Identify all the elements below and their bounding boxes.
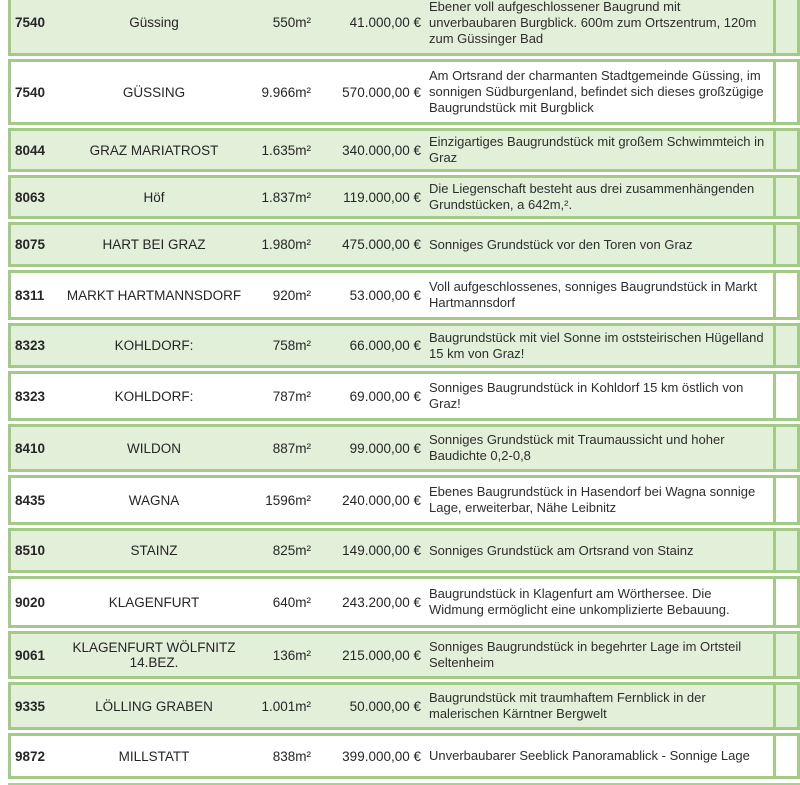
- price-cell: 53.000,00 €: [349, 287, 421, 303]
- postal-code-cell: 7540: [15, 15, 46, 30]
- description-cell: Sonniges Grundstück vor den Toren von Graz: [429, 236, 693, 252]
- postal-code-cell: 8510: [15, 543, 46, 558]
- postal-code-cell: 8311: [15, 287, 45, 303]
- row-end-stub: [773, 427, 797, 469]
- description-cell: Am Ortsrand der charmanten Stadtgemeinde Güssing, im sonnigen Südburgenland, befindet sich dieses großzügige Baugrundstück mit Burgblick: [429, 68, 764, 115]
- postal-code-cell: 8044: [15, 142, 46, 158]
- postal-code-cell: 8323: [15, 388, 46, 404]
- price-cell: 475.000,00 €: [342, 237, 421, 252]
- description-cell: Sonniges Baugrundstück in begehrter Lage im Ortsteil Seltenheim: [429, 639, 742, 670]
- row-end-stub: [773, 131, 797, 169]
- price-cell: 570.000,00 €: [342, 84, 421, 100]
- row-end-stub: [773, 178, 797, 216]
- description-cell: Baugrundstück in Klagenfurt am Wörthersee. Die Widmung ermöglicht eine unkomplizierte Bebauung.: [429, 586, 730, 617]
- area-cell: 920m²: [272, 287, 311, 303]
- table-row[interactable]: [8, 576, 800, 628]
- row-end-stub: [773, 62, 797, 122]
- description-cell: Sonniges Baugrundstück in Kohldorf 15 km östlich von Graz!: [429, 380, 744, 411]
- price-cell: 215.000,00 €: [342, 647, 421, 663]
- area-cell: 1.635m²: [261, 142, 311, 158]
- table-row[interactable]: [8, 59, 800, 125]
- price-cell: 149.000,00 €: [342, 543, 421, 558]
- description-cell: Die Liegenschaft besteht aus drei zusammenhängenden Grundstücken, a 642m,².: [429, 181, 755, 212]
- description-cell: Baugrundstück mit traumhaftem Fernblick in der malerischen Kärntner Bergwelt: [429, 690, 706, 721]
- table-row[interactable]: [8, 475, 800, 525]
- price-cell: 41.000,00 €: [349, 15, 421, 30]
- description-cell: Einzigartiges Baugrundstück mit großem Schwimmteich in Graz: [429, 134, 765, 165]
- location-cell: MILLSTATT: [118, 748, 190, 764]
- price-cell: 243.200,00 €: [342, 594, 421, 610]
- area-cell: 640m²: [272, 594, 311, 610]
- row-end-stub: [773, 326, 797, 365]
- row-end-stub: [773, 0, 797, 53]
- row-end-stub: [773, 478, 797, 522]
- area-cell: 838m²: [272, 748, 311, 764]
- table-row[interactable]: [8, 175, 800, 219]
- description-cell: Sonniges Grundstück am Ortsrand von Stainz: [429, 542, 694, 558]
- row-end-stub: [773, 273, 797, 317]
- postal-code-cell: 8435: [15, 492, 46, 508]
- row-end-stub: [773, 736, 797, 776]
- location-cell: WILDON: [127, 440, 181, 456]
- description-cell: Unverbaubarer Seeblick Panoramablick - Sonnige Lage: [429, 748, 750, 763]
- row-end-stub: [773, 531, 797, 570]
- row-end-stub: [773, 225, 797, 264]
- area-cell: 758m²: [272, 338, 311, 353]
- area-cell: 1.980m²: [261, 237, 311, 252]
- description-cell: Ebener voll aufgeschlossener Baugrund mit unverbaubaren Burgblick. 600m zum Ortszentrum, 120m zum Güssinger Bad: [429, 0, 757, 46]
- price-cell: 119.000,00 €: [343, 189, 421, 205]
- table-row[interactable]: [8, 0, 800, 56]
- postal-code-cell: 8410: [15, 440, 46, 456]
- table-row[interactable]: [8, 222, 800, 267]
- postal-code-cell: 8063: [15, 189, 46, 205]
- location-cell: KLAGENFURT: [108, 594, 200, 610]
- row-end-stub: [773, 634, 797, 676]
- description-cell: Sonniges Grundstück mit Traumaussicht und hoher Baudichte 0,2-0,8: [429, 432, 725, 463]
- area-cell: 1.837m²: [261, 189, 311, 205]
- table-row[interactable]: [8, 682, 800, 730]
- table-row[interactable]: [8, 270, 800, 320]
- postal-code-cell: 7540: [15, 84, 46, 100]
- area-cell: 1596m²: [265, 492, 311, 508]
- area-cell: 136m²: [272, 647, 311, 663]
- location-cell: GÜSSING: [122, 84, 186, 100]
- price-cell: 69.000,00 €: [349, 388, 421, 404]
- table-row[interactable]: [8, 631, 800, 679]
- postal-code-cell: 9061: [15, 647, 46, 663]
- price-cell: 340.000,00 €: [342, 142, 421, 158]
- area-cell: 825m²: [272, 543, 311, 558]
- area-cell: 887m²: [272, 440, 311, 456]
- location-cell: KOHLDORF:: [114, 338, 194, 353]
- price-cell: 99.000,00 €: [349, 440, 421, 456]
- location-cell: GRAZ MARIATROST: [89, 142, 219, 158]
- location-cell: KOHLDORF:: [114, 388, 194, 404]
- row-end-stub: [773, 685, 797, 727]
- location-cell: MARKT HARTMANNSDORF: [66, 287, 242, 303]
- price-cell: 50.000,00 €: [349, 698, 421, 714]
- postal-code-cell: 8323: [15, 338, 46, 353]
- row-end-stub: [773, 579, 797, 625]
- listings-table: [8, 0, 800, 779]
- location-cell: LÖLLING GRABEN: [95, 698, 213, 714]
- price-cell: 66.000,00 €: [349, 338, 421, 353]
- price-cell: 240.000,00 €: [342, 492, 421, 508]
- postal-code-cell: 9335: [15, 698, 46, 714]
- area-cell: 787m²: [272, 388, 311, 404]
- location-cell: KLAGENFURT WÖLFNITZ 14.BEZ.: [72, 640, 236, 670]
- table-row[interactable]: [8, 528, 800, 573]
- location-cell: Höf: [143, 189, 165, 205]
- area-cell: 550m²: [272, 15, 311, 30]
- location-cell: Güssing: [129, 15, 179, 30]
- location-cell: HART BEI GRAZ: [102, 237, 206, 252]
- table-row[interactable]: [8, 733, 800, 779]
- postal-code-cell: 8075: [15, 237, 46, 252]
- postal-code-cell: 9020: [15, 594, 46, 610]
- area-cell: 1.001m²: [261, 698, 311, 714]
- location-cell: WAGNA: [128, 492, 180, 508]
- row-end-stub: [773, 374, 797, 418]
- description-cell: Voll aufgeschlossenes, sonniges Baugrundstück in Markt Hartmannsdorf: [429, 279, 758, 310]
- location-cell: STAINZ: [130, 543, 178, 558]
- table-row[interactable]: [8, 323, 800, 368]
- description-cell: Ebenes Baugrundstück in Hasendorf bei Wagna sonnige Lage, erweiterbar, Nähe Leibnitz: [429, 484, 756, 515]
- table-row[interactable]: [8, 424, 800, 472]
- area-cell: 9.966m²: [261, 84, 311, 100]
- table-row[interactable]: [8, 371, 800, 421]
- description-cell: Baugrundstück mit viel Sonne im oststeirischen Hügelland 15 km von Graz!: [429, 329, 764, 361]
- price-cell: 399.000,00 €: [342, 748, 421, 764]
- table-row[interactable]: [8, 128, 800, 172]
- postal-code-cell: 9872: [15, 748, 46, 764]
